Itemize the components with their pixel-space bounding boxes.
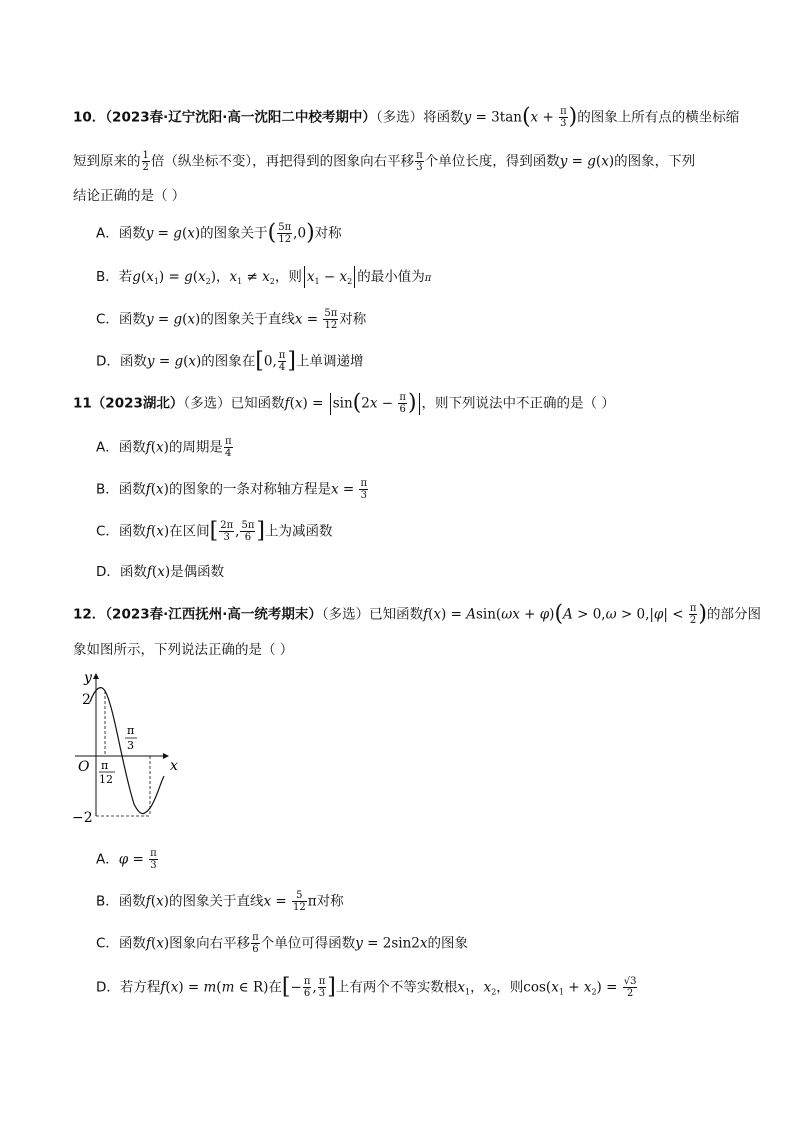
q11-option-d: D．函数f(x)是偶函数: [96, 564, 225, 580]
q12-option-b: B．函数f(x)的图象关于直线x = $\frac{5}{12}$ π对称: [96, 890, 344, 913]
q12-line1: 12．（2023春·江西抚州·高一统考期末）（多选）已知函数f(x) = Asin(ωx + φ)(A > 0,ω > 0,|φ| < $\frac{\pi}{2}$ )的部分图: [73, 601, 761, 627]
q10-option-a: A．函数y = g(x)的图象关于( $\frac{5\pi}{12}$ ,0)对称: [96, 220, 342, 246]
x-mark1-den: 12: [99, 773, 113, 786]
q10-line2: 短到原来的 $\frac{1}{2}$ 倍（纵坐标不变），再把得到的图象向右平移 $\frac{\pi}{3}$ 个单位长度，得到函数y = g(x)的图象，下列: [73, 150, 696, 173]
y-axis-label: y: [84, 670, 92, 686]
q12-source: （2023春·江西抚州·高一统考期末）: [105, 606, 322, 623]
q10-line3: 结论正确的是（ ）: [73, 188, 186, 204]
y-max-label: 2: [82, 692, 91, 708]
x-axis-label: x: [170, 758, 178, 774]
x-mark2-den: 3: [127, 739, 134, 752]
q10-option-d: D．函数y = g(x)的图象在[0, $\frac{\pi}{4}$ ]上单调递增: [96, 348, 364, 374]
q11-option-b: B．函数f(x)的图象的一条对称轴方程是x = $\frac{\pi}{3}$: [96, 478, 368, 501]
q11-option-a: A．函数f(x)的周期是 $\frac{\pi}{4}$: [96, 436, 232, 459]
q10-text: 将函数: [423, 109, 464, 126]
q10-line1: 10．（2023春·辽宁沈阳·高一沈阳二中校考期中）（多选）将函数y = 3tan(x + $\frac{\pi}{3}$ )的图象上所有点的横坐标缩: [73, 104, 740, 130]
q11-source: （2023湖北）: [91, 395, 184, 412]
q10-formula: y: [463, 109, 472, 126]
q11-line1: 11（2023湖北）（多选）已知函数f(x) = sin(2x − $\frac{\pi}{6}$ ) ，则下列说法中不正确的是（ ）: [73, 390, 615, 416]
x-mark1-num: π: [101, 759, 109, 772]
q10-text-2: 的图象上所有点的横坐标缩: [577, 109, 740, 126]
q10-source: （2023春·辽宁沈阳·高一沈阳二中校考期中）: [105, 109, 376, 126]
q11-number: 11: [73, 395, 92, 412]
q12-sine-graph: [70, 666, 190, 826]
x-mark2-num: π: [127, 724, 135, 737]
q12-number: 12．: [73, 606, 106, 623]
q12-option-a: A．φ = $\frac{\pi}{3}$: [96, 848, 157, 871]
q10-tag: （多选）: [375, 109, 424, 126]
q10-option-b: B．若$g(x_1) = g(x_2)$，$x_1 \ne x_2$，则 $x_1 - x_2$ 的最小值为π: [96, 266, 431, 292]
q12-option-c: C．函数f(x)图象向右平移 $\frac{\pi}{6}$ 个单位可得函数y = 2sin2x的图象: [96, 932, 468, 955]
q10-option-c: C．函数y = g(x)的图象关于直线x = $\frac{5\pi}{12}$ 对称: [96, 308, 367, 331]
q12-option-d: D．若方程f(x) = m(m ∈ R)在[− $\frac{\pi}{6}$ , $\frac{\pi}{3}$ ]上有两个不等实数根$x_1$，$x_2$，则$\cos(x_1 + x_2)$ = $\frac{√3}{2}$: [96, 974, 637, 1000]
origin-label: O: [78, 759, 90, 775]
y-min-label: −2: [72, 810, 93, 826]
q11-option-c: C．函数f(x)在区间[ $\frac{2\pi}{3}$ , $\frac{5\pi}{6}$ ]上为减函数: [96, 518, 333, 544]
q10-number: 10．: [73, 109, 106, 126]
q12-line2: 象如图所示，下列说法正确的是（ ）: [73, 642, 294, 658]
